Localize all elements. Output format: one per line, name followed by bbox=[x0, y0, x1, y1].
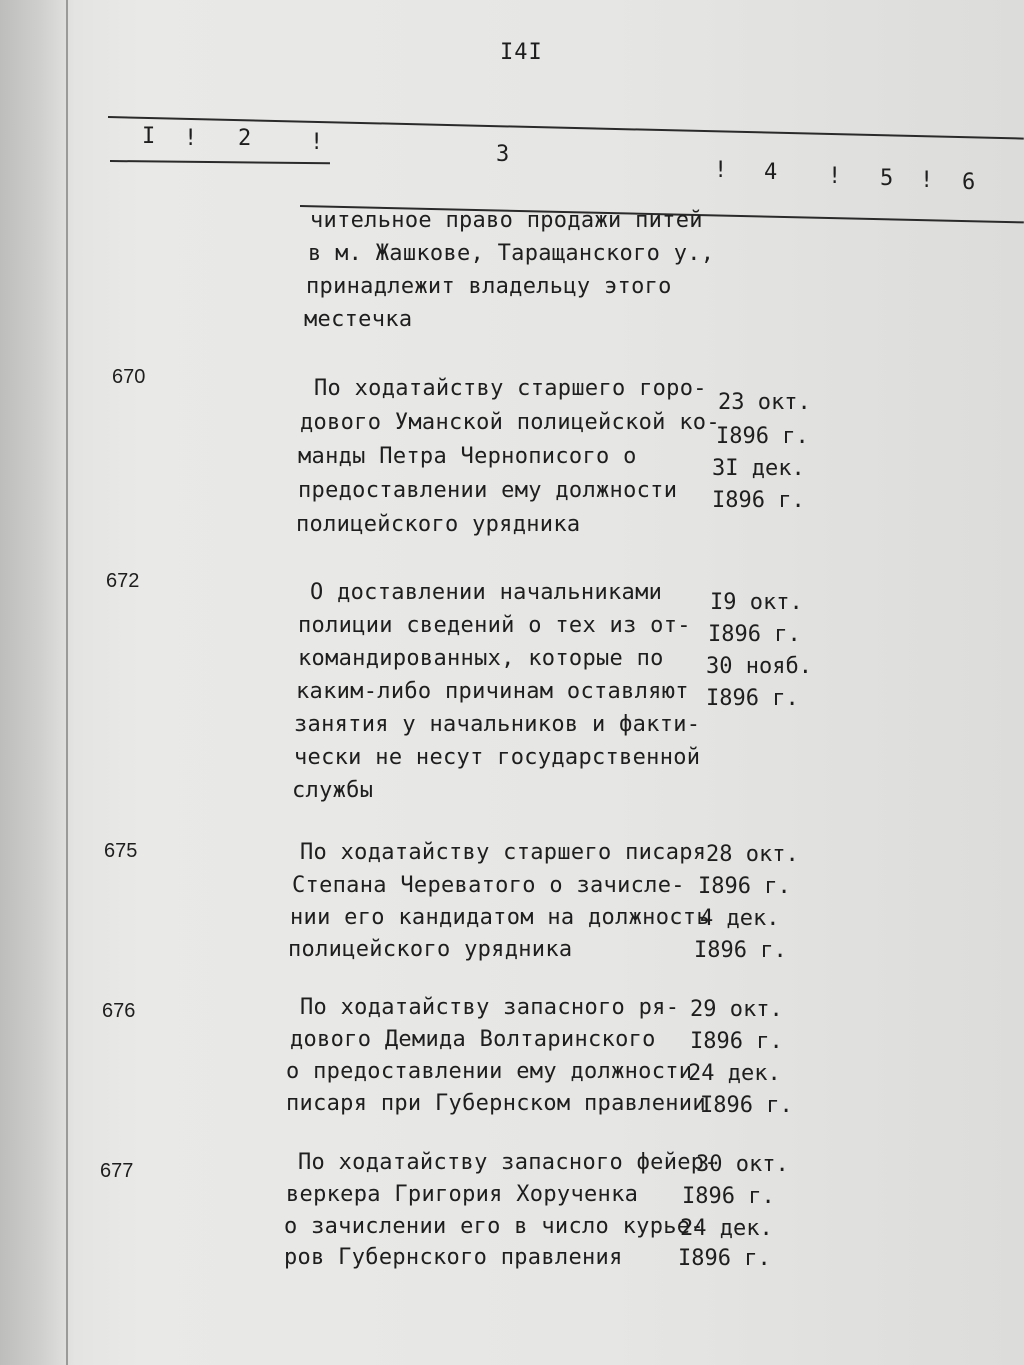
binding-edge bbox=[66, 0, 68, 1365]
entry-text-line: принадлежит владельцу этого bbox=[306, 274, 672, 299]
column-header-6: 6 bbox=[962, 170, 976, 195]
entry-date: I9 окт. bbox=[710, 590, 803, 615]
entry-date: 28 окт. bbox=[706, 842, 799, 867]
entry-date: I896 г. bbox=[712, 488, 805, 513]
column-separator: ! bbox=[920, 168, 934, 193]
column-separator: ! bbox=[714, 158, 728, 183]
entry-text-line: о зачислении его в число курье- bbox=[284, 1214, 704, 1239]
entry-date: 3I дек. bbox=[712, 456, 805, 481]
column-header-4: 4 bbox=[764, 160, 778, 185]
column-header-2: 2 bbox=[238, 126, 252, 151]
entry-text-line: службы bbox=[292, 778, 374, 803]
entry-date: I896 г. bbox=[682, 1184, 775, 1209]
entry-text-line: в м. Жашкове, Таращанского у., bbox=[308, 241, 715, 266]
entry-date: 30 окт. bbox=[696, 1152, 789, 1177]
entry-text-line: дового Демида Волтаринского bbox=[290, 1027, 656, 1052]
entry-number: 676 bbox=[102, 1000, 136, 1022]
entry-date: 30 нояб. bbox=[706, 654, 812, 679]
entry-text-line: предоставлении ему должности bbox=[298, 478, 678, 503]
entry-text-line: занятия у начальников и факти- bbox=[294, 712, 701, 737]
entry-text-line: По ходатайству запасного ря- bbox=[300, 995, 680, 1020]
entry-text-line: полиции сведений о тех из от- bbox=[298, 613, 691, 638]
entry-number: 675 bbox=[104, 840, 138, 862]
entry-date: I896 г. bbox=[716, 424, 809, 449]
entry-text-line: По ходатайству старшего горо- bbox=[314, 376, 707, 401]
entry-date: 23 окт. bbox=[718, 390, 811, 415]
entry-text-line: нии его кандидатом на должность bbox=[290, 905, 710, 930]
entry-text-line: местечка bbox=[304, 307, 413, 332]
column-separator: ! bbox=[828, 164, 842, 189]
entry-text-line: По ходатайству запасного фейер- bbox=[298, 1150, 718, 1175]
entry-text-line: чительное право продажи питей bbox=[310, 208, 703, 233]
entry-date: I896 г. bbox=[678, 1246, 771, 1271]
column-separator: ! bbox=[184, 126, 198, 151]
column-header-3: 3 bbox=[496, 142, 510, 167]
entry-date: 4 дек. bbox=[700, 906, 780, 931]
entry-number: 670 bbox=[112, 366, 146, 388]
entry-date: I896 г. bbox=[708, 622, 801, 647]
entry-text-line: Степана Череватого о зачисле- bbox=[292, 873, 685, 898]
entry-date: 29 окт. bbox=[690, 997, 783, 1022]
column-header-1: I bbox=[142, 124, 156, 149]
entry-text-line: манды Петра Чернописого о bbox=[298, 444, 637, 469]
entry-date: 24 дек. bbox=[680, 1216, 773, 1241]
header-mid-rule bbox=[110, 160, 330, 164]
entry-text-line: ров Губернского правления bbox=[284, 1245, 623, 1270]
entry-text-line: о предоставлении ему должности bbox=[286, 1059, 693, 1084]
entry-text-line: писаря при Губернском правлении bbox=[286, 1091, 706, 1116]
entry-date: 24 дек. bbox=[688, 1061, 781, 1086]
entry-text-line: О доставлении начальниками bbox=[310, 580, 663, 605]
entry-text-line: командированных, которые по bbox=[298, 646, 664, 671]
entry-text-line: полицейского урядника bbox=[296, 512, 581, 537]
entry-date: I896 г. bbox=[700, 1093, 793, 1118]
entry-text-line: чески не несут государственной bbox=[294, 745, 701, 770]
entry-number: 672 bbox=[106, 570, 140, 592]
entry-text-line: дового Уманской полицейской ко- bbox=[300, 410, 720, 435]
entry-date: I896 г. bbox=[694, 938, 787, 963]
entry-text-line: полицейского урядника bbox=[288, 937, 573, 962]
page-number: I4I bbox=[500, 40, 543, 65]
entry-number: 677 bbox=[100, 1160, 134, 1182]
entry-text-line: каким-либо причинам оставляют bbox=[296, 679, 689, 704]
entry-date: I896 г. bbox=[698, 874, 791, 899]
entry-date: I896 г. bbox=[706, 686, 799, 711]
entry-date: I896 г. bbox=[690, 1029, 783, 1054]
entry-text-line: веркера Григория Хорученка bbox=[286, 1182, 639, 1207]
entry-text-line: По ходатайству старшего писаря bbox=[300, 840, 707, 865]
column-separator: ! bbox=[310, 130, 324, 155]
column-header-5: 5 bbox=[880, 166, 894, 191]
